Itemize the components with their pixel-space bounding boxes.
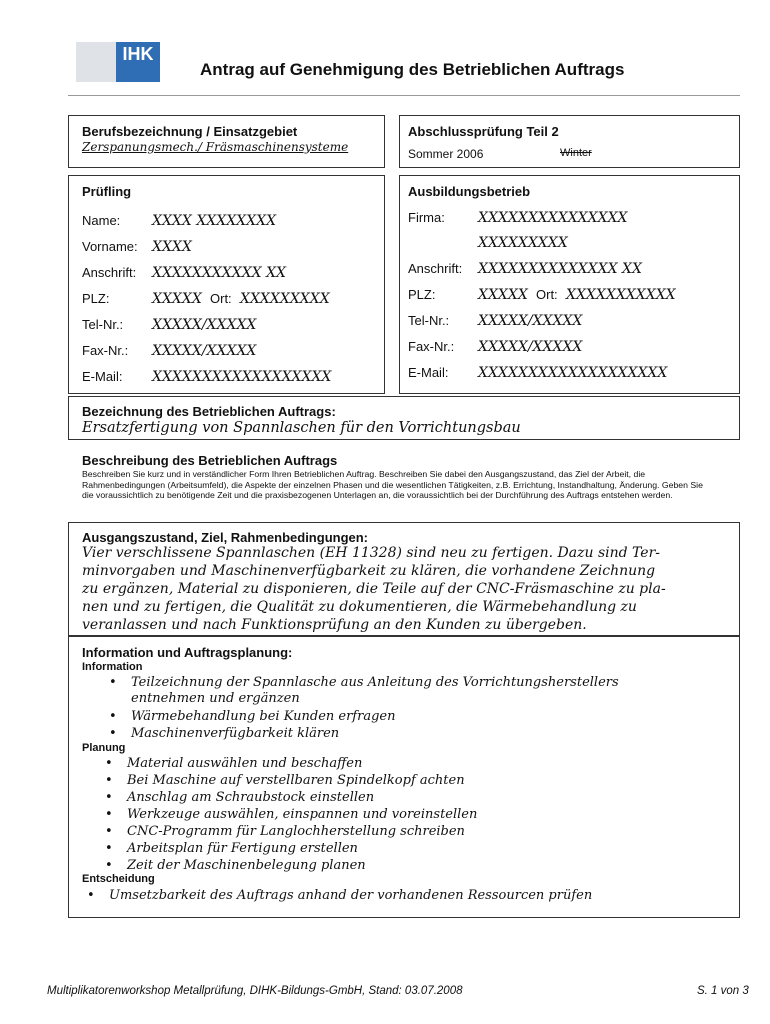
pruefling-plz[interactable]: XXXXX [152, 291, 202, 307]
pruefling-heading: Prüfling [82, 184, 132, 199]
bullet-icon: • [105, 807, 113, 822]
planung-label: Planung [82, 742, 126, 754]
beschreibung-instructions: Beschreiben Sie kurz und in verständlicher Form Ihren Betrieblichen Auftrag. Beschreiben Sie dabei den Ausgangszustand, das Ziel der Arbeit, die Rahmenbedingungen (Arbeitsumfeld), die Aspekte der einzelnen Phasen und die wesentlichen Tätigkeiten, z.B. Errichtung, Instandhaltung, Änderung. Geben Sie die voraussichtlich zu benötigende Zeit und die praxisbezogenen Unterlagen an, die voraussichtlich bei der Durchführung des Auftrags entstehen werden. [82, 469, 703, 500]
ausgang-line[interactable]: nen und zu fertigen, die Qualität zu dokumentieren, die Wärmebehandlung zu [82, 599, 637, 615]
field-label: Anschrift: [408, 261, 463, 276]
pruefling-vorname-row [82, 239, 192, 255]
betrieb-fax-row [408, 339, 583, 355]
pruefling-name[interactable]: XXXX XXXXXXXX [152, 213, 277, 229]
auftrag-value[interactable]: Ersatzfertigung von Spannlaschen für den Vorrichtungsbau [82, 420, 521, 436]
field-label: Fax-Nr.: [82, 343, 129, 358]
betrieb-email[interactable]: XXXXXXXXXXXXXXXXXXX [478, 365, 668, 381]
ausgang-box [68, 522, 740, 636]
ihk-logo [76, 42, 160, 82]
ort-label: Ort: [536, 287, 558, 302]
ort-label: Ort: [210, 291, 232, 306]
beruf-value[interactable]: Zerspanungsmech./ Fräsmaschinensysteme [82, 140, 349, 154]
bullet-icon: • [109, 726, 117, 741]
ausgang-line[interactable]: minvorgaben und Maschinenverfügbarkeit zu klären, die vorhandene Zeichnung [82, 563, 656, 579]
betrieb-fax[interactable]: XXXXX/XXXXX [478, 339, 583, 355]
pruefling-anschrift-row [82, 265, 287, 281]
betrieb-firma-line1[interactable]: XXXXXXXXXXXXXXX [478, 210, 628, 226]
field-label: Tel-Nr.: [82, 317, 124, 332]
pruefling-name-row [82, 213, 277, 229]
term-winter: Winter [560, 147, 592, 159]
field-label: E-Mail: [82, 369, 123, 384]
bullet-icon: • [109, 709, 117, 724]
pruefling-tel[interactable]: XXXXX/XXXXX [152, 317, 257, 333]
field-label: Fax-Nr.: [408, 339, 455, 354]
pruefung-heading: Abschlussprüfung Teil 2 [408, 124, 559, 139]
bullet-icon: • [109, 675, 117, 690]
page-title: Antrag auf Genehmigung des Betrieblichen Auftrags [200, 60, 625, 79]
bullet-icon: • [105, 790, 113, 805]
field-label: Anschrift: [82, 265, 137, 280]
field-label: Tel-Nr.: [408, 313, 450, 328]
logo-text: IHK [116, 42, 160, 82]
betrieb-plz-row [408, 287, 676, 303]
ausgang-line[interactable]: zu ergänzen, Material zu disponieren, die Teile auf der CNC-Fräsmaschine zu pla- [82, 581, 666, 597]
field-label: Firma: [408, 210, 445, 225]
pruefling-anschrift[interactable]: XXXXXXXXXXX XX [152, 265, 287, 281]
bullet-icon: • [105, 841, 113, 856]
betrieb-plz[interactable]: XXXXX [478, 287, 528, 303]
bullet-icon: • [105, 756, 113, 771]
pruefling-vorname[interactable]: XXXX [152, 239, 192, 255]
betrieb-heading: Ausbildungsbetrieb [408, 184, 531, 199]
betrieb-ort[interactable]: XXXXXXXXXXX [566, 287, 676, 303]
beruf-box [68, 115, 385, 168]
field-label: PLZ: [408, 287, 436, 302]
planung-heading: Information und Auftragsplanung: [82, 645, 293, 660]
bullet-icon: • [105, 773, 113, 788]
pruefling-box [68, 175, 385, 394]
information-label: Information [82, 661, 143, 673]
term-summer: Sommer 2006 [408, 147, 484, 161]
beruf-heading: Berufsbezeichnung / Einsatzgebiet [82, 124, 298, 139]
ausgang-line[interactable]: Vier verschlissene Spannlaschen (EH 11328) sind neu zu fertigen. Dazu sind Ter- [82, 545, 660, 561]
field-label: Vorname: [82, 239, 138, 254]
pruefung-box [399, 115, 740, 168]
list-item-continuation[interactable]: entnehmen und ergänzen [131, 691, 300, 706]
footer-source: Multiplikatorenworkshop Metallprüfung, DIHK-Bildungs-GmbH, Stand: 03.07.2008 [47, 985, 463, 997]
betrieb-tel-row [408, 313, 583, 329]
pruefling-ort[interactable]: XXXXXXXXX [240, 291, 330, 307]
betrieb-email-row [408, 365, 668, 381]
pruefling-plz-row [82, 291, 330, 307]
field-label: Name: [82, 213, 121, 228]
ausgang-line[interactable]: veranlassen und nach Funktionsprüfung an den Kunden zu übergeben. [82, 617, 587, 633]
beschreibung-heading: Beschreibung des Betrieblichen Auftrags [82, 453, 338, 468]
betrieb-anschrift[interactable]: XXXXXXXXXXXXXX XX [478, 261, 642, 277]
betrieb-firma-row [408, 210, 628, 226]
betrieb-tel[interactable]: XXXXX/XXXXX [478, 313, 583, 329]
planung-box: Information und Auftragsplanung: Information • Teilzeichnung der Spannlasche aus Anleitung des Vorrichtungsherstellers entnehmen und ergänzen • Wärmebehandlung bei Kunden erfragen • Maschinenverfügbarkeit klären Planung • Material auswählen und beschaffen • Bei Maschine auf verstellbaren Spindelkopf achten • Anschlag am Schraubstock einstellen • Werkzeuge auswählen, einspannen und voreinstellen • CNC-Programm für Langlochherstellung schreiben • Arbeitsplan für Fertigung erstellen • Zeit der Maschinenbelegung planen Entscheidung • Umsetzbarkeit des Auftrags anhand der vorhandenen Ressourcen prüfen [68, 636, 740, 918]
pruefling-fax-row [82, 343, 257, 359]
betrieb-box [399, 175, 740, 394]
title-divider [68, 95, 740, 96]
ausgang-heading: Ausgangszustand, Ziel, Rahmenbedingungen: [82, 530, 369, 545]
bullet-icon: • [87, 888, 95, 903]
field-label: E-Mail: [408, 365, 449, 380]
pruefling-tel-row [82, 317, 257, 333]
auftrag-box [68, 396, 740, 440]
entscheidung-label: Entscheidung [82, 873, 155, 885]
field-label: PLZ: [82, 291, 110, 306]
betrieb-firma-line2[interactable]: XXXXXXXXX [478, 235, 568, 251]
page-number: S. 1 von 3 [697, 985, 749, 997]
bullet-icon: • [105, 824, 113, 839]
pruefling-fax[interactable]: XXXXX/XXXXX [152, 343, 257, 359]
betrieb-anschrift-row [408, 261, 642, 277]
betrieb-firma-line2-row [478, 235, 568, 251]
pruefling-email[interactable]: XXXXXXXXXXXXXXXXXX [152, 369, 332, 385]
bullet-icon: • [105, 858, 113, 873]
auftrag-heading: Bezeichnung des Betrieblichen Auftrags: [82, 404, 336, 419]
pruefling-email-row [82, 369, 332, 385]
